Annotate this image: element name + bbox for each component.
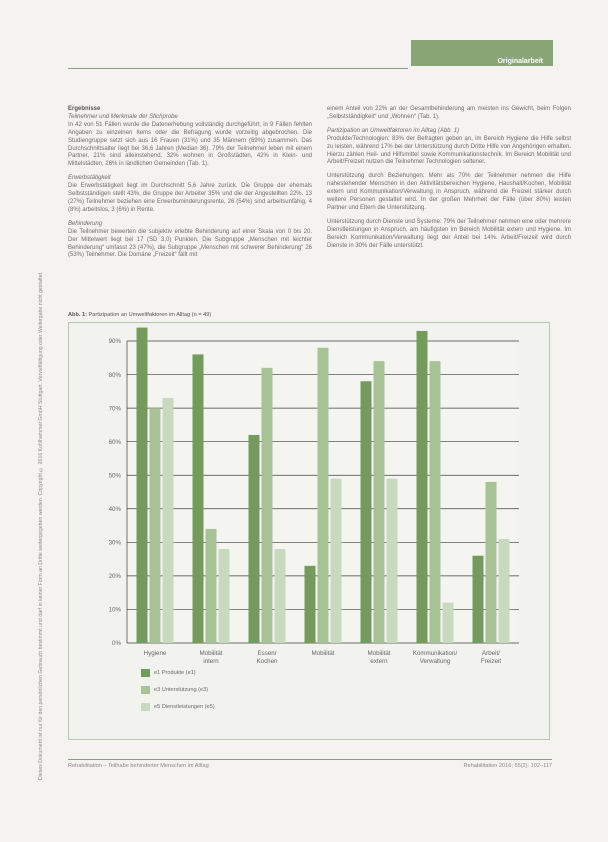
x-tick-label: Mobilität [199,650,223,657]
bar [473,556,484,643]
bar [150,408,161,643]
subsection-heading: Behinderung [68,220,103,227]
bar [206,529,217,643]
legend-label: e3 Unterstützung (e3) [154,687,209,693]
section-heading: Ergebnisse [68,106,101,112]
legend-label: e5 Dienstleistungen (e5) [154,704,215,710]
figure-caption [68,312,211,318]
x-tick-label: Kommunikation/ [412,650,458,657]
bar [249,435,260,643]
legend-label: e1 Produkte (e1) [154,670,196,676]
legend-swatch [141,703,150,711]
right-column [327,106,571,257]
paragraph: In 42 von 51 Fällen wurde die Datenerhebung vollständig durchgeführt; in 9 Fällen fehlten Angaben zu einzelnen Items oder die Befragung wurde vorzeitig abgebrochen. Die Studiengruppe setzt sich aus 16 Frauen (31%) und 35 Männern (69%) zusammen. Das Durchschnittsalter liegt bei 36,6 Jahren (Median 36). 79% der Teilnehmer leben mit einem Partner, 21% sind alleinstehend. 32% wohnen in Großstädten, 42% in Klein- und Mittelstädten, 26% in ländlichen Gemeinden (Tab. 1). [68,121,312,168]
bar [486,482,497,643]
bar [163,398,174,643]
y-tick-label: 40% [108,505,121,513]
y-tick-label: 0% [112,640,121,648]
subsection-heading: Partizipation an Umweltfaktoren im Alltag (Abb. 1) [327,127,460,134]
subsection-heading: Teilnehmer und Merkmale der Stichprobe [68,113,178,120]
figure-caption-text: Partizipation an Umweltfaktoren im Alltag (n = 49) [88,312,212,318]
paragraph: einem Anteil von 22% an der Gesamtbehinderung am meisten ins Gewicht, beim Folgen „Selbstständigkeit“ und „Wohnen“ (Tab. 1). [327,106,571,120]
copyright-side-note: Dieses Dokument ist nur für den persönlichen Gebrauch bestimmt und darf in keiner Form an Dritte weitergegeben werden. Copyright © 2016 Kohlhammer GmbH Stuttgart. Vervielfältigung oder Weitergabe nicht gestattet. [38,271,44,780]
bar [374,361,385,643]
bar [361,381,372,643]
paragraph: Produkte/Technologien: 83% der Befragten geben an, im Bereich Hygiene die Hilfe selbst zu leisten, während 17% bei der Unterstützung durch Dritte Hilfe von Angehörigen erhalten. Hierzu zählen Heil- und Hilfsmittel sowie Kommunikationstechnik. Im Bereich Mobilität und Arbeit/Freizeit nutzen die Teilnehmer Technologien seltener. [327,135,571,166]
x-tick-label: intern [203,658,219,665]
y-tick-label: 80% [108,371,121,379]
chart-frame [68,322,550,740]
y-tick-label: 30% [108,539,121,547]
x-tick-label: Freizeit [480,658,502,665]
x-tick-label: Kochen [256,658,278,665]
bar [219,549,230,643]
bar [417,331,428,643]
paragraph: Die Teilnehmer bewerten die subjektiv erlebte Behinderung auf einer Skala von 0 bis 20. Der Mittelwert liegt bei 17 (SD 3,0) Punkten. Die Subgruppe „Menschen mit leichter Behinderung“ umfasst 23 (47%), die Subgruppe „Menschen mit schwerer Behinderung“ 26 (53%) Teilnehmer. Die Domäne „Freizeit“ fällt mit [68,228,312,259]
bar [262,368,273,643]
header-rule [68,68,408,69]
bar [275,549,286,643]
paragraph: Unterstützung durch Dienste und Systeme: 79% der Teilnehmer nehmen eine oder mehrere Dienstleistungen in Anspruch, am häufigsten im Bereich Mobilität extern und Hygiene. Im Bereich Kommunikation/Verwaltung liegt der Anteil bei 14%. Arbeit/Freizeit wird durch Dienste in 30% der Fälle unterstützt. [327,218,571,249]
section-tab: Originalarbeit [411,40,553,66]
x-tick-label: Mobilität [367,650,391,657]
y-tick-label: 10% [108,606,121,614]
x-tick-label: Mobilität [311,650,335,657]
x-tick-label: Verwaltung [419,658,451,665]
x-tick-label: extern [370,658,388,665]
bar [499,539,510,643]
bar [430,361,441,643]
bar [305,566,316,643]
bar [137,328,148,643]
y-tick-label: 70% [108,405,121,413]
figure-caption-label: Abb. 1: [68,312,87,318]
y-tick-label: 50% [108,472,121,480]
y-tick-label: 60% [108,438,121,446]
footer-journal-title: Rehabilitation – Teilhabe behinderter Menschen im Alltag [68,763,209,769]
bar [318,348,329,643]
footer-rule [68,759,552,760]
bar [331,479,342,643]
legend-swatch [141,669,150,677]
bar [387,479,398,643]
footer-citation: Rehabilitation 2016; 55(2): 102–117 [463,763,552,769]
left-column [68,106,312,266]
x-tick-label: Hygiene [143,650,167,657]
bar [193,354,204,643]
y-tick-label: 20% [108,573,121,581]
paragraph: Unterstützung durch Beziehungen: Mehr als 70% der Teilnehmer nehmen die Hilfe nahestehender Menschen in den Aktivitätsbereichen Hygiene, Haushalt/Kochen, Mobilität extern und Kommunikation/Verwaltung in Anspruch, während die Freizeit stärker durch weitere Personen gestaltet wird. In der großen Mehrheit der Fälle (über 80%) leisten Partner und Eltern die Unterstützung. [327,173,571,211]
subsection-heading: Erwerbstätigkeit [68,175,111,182]
bar [443,603,454,643]
x-tick-label: Arbeit/ [482,650,500,657]
y-tick-label: 90% [108,338,121,346]
legend-swatch [141,686,150,694]
x-tick-label: Essen/ [257,650,277,657]
paragraph: Die Erwerbstätigkeit liegt im Durchschnitt 5,6 Jahre zurück. Die Gruppe der ehemals Selbstständigen stellt 43%, die Gruppe der Arbeiter 35% und die der Angestellten 22%. 13 (27%) Teilnehmer beziehen eine Erwerbsminderungsrente, 26 (54%) sind arbeitsunfähig, 4 (8%) arbeitslos, 3 (6%) in Rente. [68,183,312,213]
